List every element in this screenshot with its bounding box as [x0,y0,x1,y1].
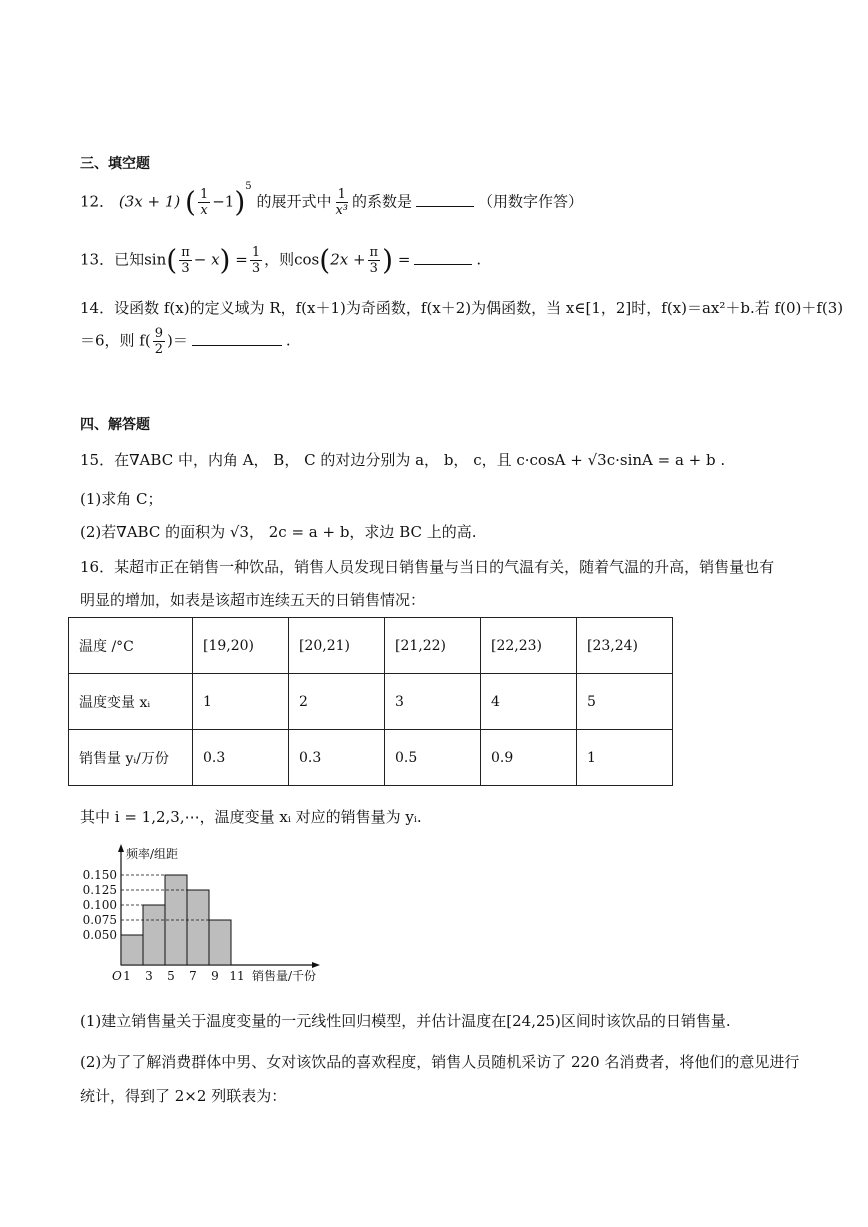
section-title-solve: 四、解答题 [80,417,150,433]
table-cell: 温度变量 xᵢ [69,674,193,730]
histogram-bar [143,905,165,965]
question-16-line-2: 明显的增加，如表是该超市连续五天的日销售情况： [80,591,426,609]
q12-note: （用数字作答） [478,192,584,211]
table-cell: 温度 /°C [69,618,193,674]
histogram-bar [209,920,231,965]
x-tick-label: 9 [211,969,219,983]
q12-fraction [198,187,210,218]
table-cell: 3 [385,674,481,730]
table-row [69,618,673,674]
q13-f2-num: 1 [251,245,261,260]
q12-exponent: 5 [245,180,252,192]
question-15-part-2: (2)若∇ABC 的面积为 √3， 2c = a + b，求边 BC 上的高. [80,523,477,541]
q13-f2-den: 3 [251,261,261,276]
x-tick-label: 7 [189,969,197,983]
y-tick-label: 0.075 [82,913,117,927]
q12-frac2-num: 1 [337,187,346,202]
sales-table [68,617,673,786]
q12-minus: −1 [212,192,235,211]
table-cell: [19,20) [193,618,289,674]
table-cell: 0.3 [289,730,385,786]
table-cell: 1 [193,674,289,730]
q14-end: . [285,331,291,350]
q12-pre: (3x + 1) [118,192,181,211]
q13-cos: cos [294,250,320,269]
table-cell: 0.5 [385,730,481,786]
origin-label: O [112,969,122,983]
table-row [69,674,673,730]
q12-answer-blank [416,205,474,207]
q13-f1-den: 3 [181,261,190,276]
x-axis-arrow [312,962,320,968]
q13-sin: sin [144,250,167,269]
q12-number: 12． [80,192,115,211]
x-tick-label: 1 [123,969,131,983]
question-15-part-1: (1)求角 C； [80,490,163,508]
y-axis-label: 频率/组距 [126,847,179,861]
q13-f3-den: 3 [369,261,378,276]
y-tick-label: 0.150 [82,868,117,882]
q13-minus-x: − x [193,250,220,269]
q13-rparen: ) [219,243,231,277]
histogram-bar [121,935,143,965]
q13-end: . [476,250,482,269]
question-16-note: 其中 i = 1,2,3,⋯，温度变量 xᵢ 对应的销售量为 yᵢ. [80,808,422,826]
frequency-histogram [74,844,374,984]
table-cell: 销售量 yᵢ/万份 [69,730,193,786]
q12-frac2-den: x³ [335,203,349,218]
y-tick-label: 0.100 [82,898,117,912]
question-16-part-2-line-1: (2)为了了解消费群体中男、女对该饮品的喜欢程度，销售人员随机采访了 220 名消费者，将他们的意见进行 [80,1053,800,1071]
x-tick-label: 3 [145,969,153,983]
q13-frac-2 [250,245,262,276]
q14-frac-den: 2 [154,342,163,357]
q13-then: ，则 [264,250,295,269]
q12-rparen: ) [234,185,246,219]
q12-lparen: ( [185,185,196,219]
q14-frac-num: 9 [154,326,163,341]
x-tick-label: 5 [167,969,175,983]
table-cell: [21,22) [385,618,481,674]
table-cell: [20,21) [289,618,385,674]
q13-f3-num: π [369,245,379,260]
table-cell: 0.9 [481,730,577,786]
y-tick-label: 0.050 [82,928,117,942]
question-14-line-2 [80,326,291,357]
y-tick-label: 0.125 [82,883,117,897]
table-cell: 2 [289,674,385,730]
question-16-part-1: (1)建立销售量关于温度变量的一元线性回归模型，并估计温度在[24,25)区间时该饮品的日销售量. [80,1012,731,1030]
x-axis-label: 销售量/千份 [252,969,317,983]
q12-frac-den: x [200,203,208,218]
q13-lparen: ( [166,243,178,277]
question-14-line-1: 14．设函数 f(x)的定义域为 R，f(x＋1)为奇函数，f(x＋2)为偶函数，当 x∈[1，2]时，f(x)＝ax²＋b.若 f(0)＋f(3) [80,299,844,317]
histogram-bar [187,890,209,965]
q12-fraction-2 [333,187,350,218]
q14-post: )＝ [167,331,188,350]
q12-post: 的系数是 [352,192,413,211]
q13-answer-blank [414,263,472,265]
table-cell: [23,24) [577,618,673,674]
q13-two-x: 2x + [330,250,366,269]
q13-eq-2: = [397,250,411,269]
q12-mid: 的展开式中 [256,192,332,211]
q14-pre: ＝6，则 f( [80,331,151,350]
q14-fraction [153,326,165,357]
table-cell: 0.3 [193,730,289,786]
table-cell: 4 [481,674,577,730]
question-16-line-1: 16．某超市正在销售一种饮品，销售人员发现日销售量与当日的气温有关，随着气温的升高，销售量也有 [80,558,775,576]
question-13 [80,245,481,276]
q13-f1-num: π [181,245,190,260]
table-row [69,730,673,786]
q13-frac-3 [368,245,381,276]
table-cell: 1 [577,730,673,786]
question-15: 15．在∇ABC 中，内角 A， B， C 的对边分别为 a， b， c，且 c·cosA + √3c·sinA = a + b . [80,451,726,469]
q13-eq: = [235,250,248,269]
q13-rparen-2: ) [382,243,394,277]
q12-frac-num: 1 [199,187,209,202]
table-cell: [22,23) [481,618,577,674]
q14-answer-blank [192,344,282,346]
table-cell: 5 [577,674,673,730]
section-title-fill-blank: 三、填空题 [80,156,150,172]
q13-prefix: 13．已知 [80,250,145,269]
question-16-part-2-line-2: 统计，得到了 2×2 列联表为： [80,1087,287,1105]
q13-frac-1 [179,245,192,276]
q13-lparen-2: ( [319,243,331,277]
question-12 [80,180,584,219]
x-tick-label: 11 [229,969,245,983]
y-axis-arrow [118,844,124,852]
